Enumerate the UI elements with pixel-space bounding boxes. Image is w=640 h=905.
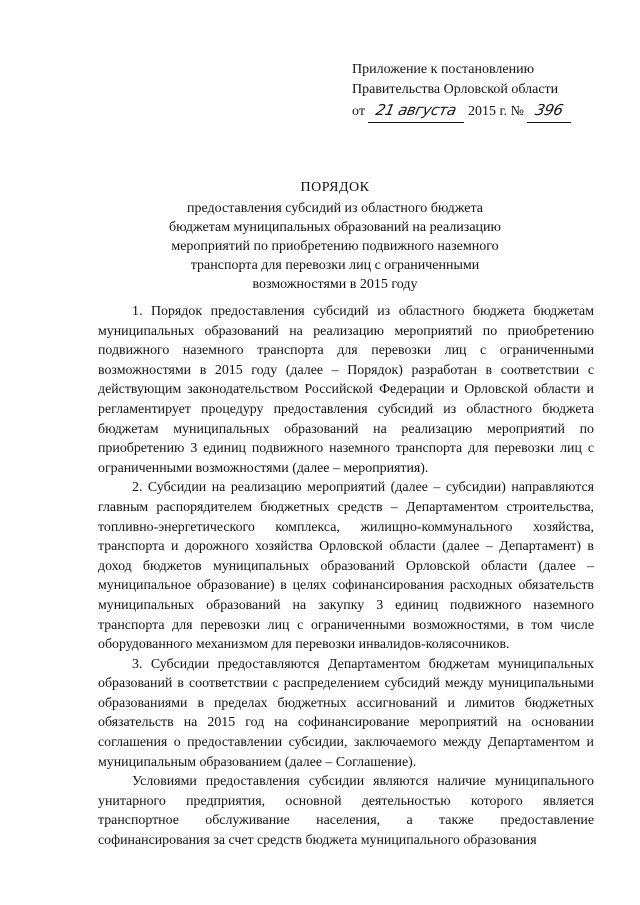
appendix-date-line (352, 100, 602, 123)
appendix-line-1: Приложение к постановлению (352, 62, 535, 77)
handwritten-date: 21 августа (374, 101, 459, 119)
paragraph-3: 3. Субсидии предоставляются Департаментом бюджетам муниципальных образований в соответствии с распределением субсидий между муниципальными образованиями в пределах бюджетных ассигнований и лимитов бюджетных обязательств на 2015 год на софинансирование мероприятий на основании соглашения о предоставлении субсидии, заключаемого между Департаментом и муниципальным образованием (далее – Соглашение). (98, 656, 594, 770)
paragraph-4: Условиями предоставления субсидии являются наличие муниципального унитарного предприятия, основной деятельностью которого является транспортное обслуживание населения, а также предоставление софинансирования за счет средств бюджета муниципального образования (98, 774, 594, 849)
handwritten-number: 396 (533, 101, 565, 119)
title-main: ПОРЯДОК (300, 180, 370, 195)
document-body (98, 302, 594, 851)
title-sub-line: мероприятий по приобретению подвижного наземного (171, 239, 499, 254)
paragraph-2: 2. Субсидии на реализацию мероприятий (далее – субсидии) направляются главным распорядителем бюджетных средств – Департаментом строительства, топливно-энергетического комплекса, жилищно-коммунального хозяйства, транспорта и дорожного хозяйства Орловской области (далее – Департамент) в доход бюджетов муниципальных образований Орловской области (далее – муниципальное образование) в целях софинансирования расходных обязательств муниципальных образований на закупку 3 единиц подвижного наземного транспорта для перевозки лиц с ограниченными возможностями, в том числе оборудованного механизмом для перевозки инвалидов-колясочников. (98, 480, 594, 653)
paragraph-1: 1. Порядок предоставления субсидий из областного бюджета бюджетам муниципальных образований на реализацию мероприятий по приобретению подвижного наземного транспорта для перевозки лиц с ограниченными возможностями в 2015 году (далее – Порядок) разработан в соответствии с действующим законодательством Российской Федерации и Орловской области и регламентирует процедуру предоставления субсидий из областного бюджета бюджетам муниципальных образований на реализацию мероприятий по приобретению 3 единиц подвижного наземного транспорта для перевозки лиц с ограниченными возможностями (далее – мероприятия). (98, 304, 594, 476)
appendix-line-2: Правительства Орловской области (352, 82, 559, 97)
title-sub-line: транспорта для перевозки лиц с ограниченными (190, 258, 480, 273)
date-prefix: от (352, 104, 365, 119)
title-sub-line: бюджетам муниципальных образований на реализацию (169, 220, 501, 235)
title-sub-line: предоставления субсидий из областного бюджета (187, 201, 483, 216)
date-year: 2015 г. (467, 104, 508, 119)
appendix-header (352, 60, 602, 123)
number-sign: № (510, 104, 524, 119)
document-title (100, 178, 570, 294)
title-sub-line: возможностями в 2015 году (252, 277, 418, 292)
